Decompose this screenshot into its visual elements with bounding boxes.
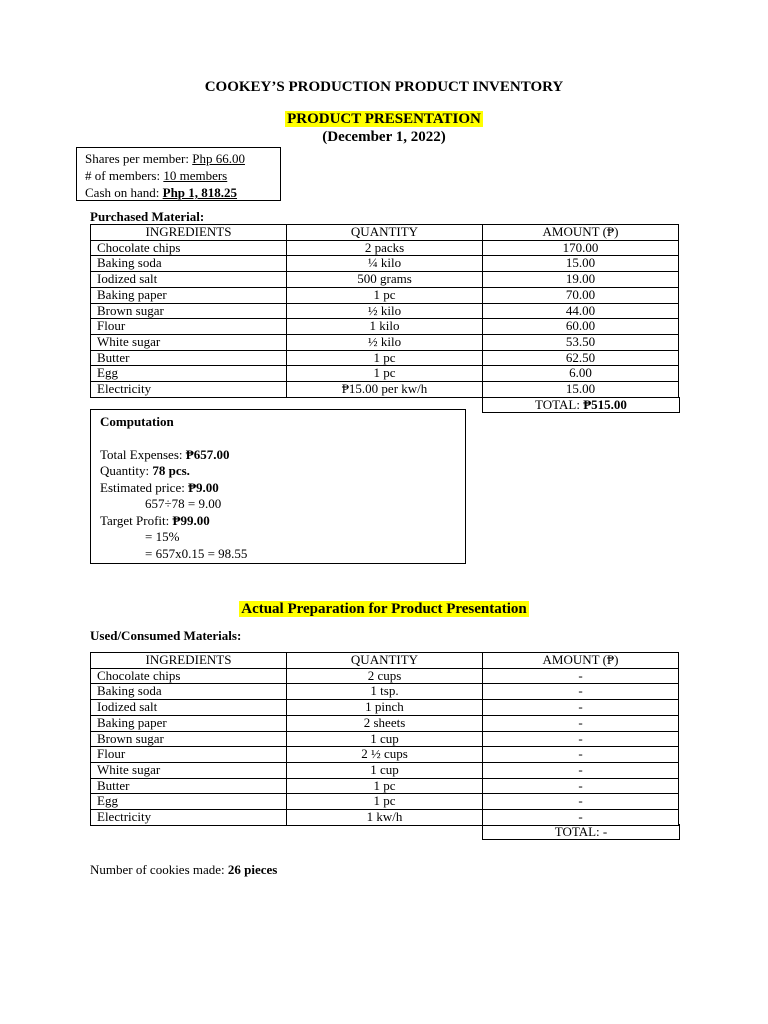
ingredient-cell: Brown sugar (91, 303, 287, 319)
profit-line (100, 513, 456, 530)
estimated-line (100, 480, 456, 497)
ingredient-cell: Chocolate chips (91, 668, 287, 684)
table-row (91, 684, 679, 700)
quantity-line (100, 463, 456, 480)
estimated-label: Estimated price: (100, 479, 189, 495)
quantity-cell: 1 cup (287, 731, 483, 747)
quantity-cell: 1 kilo (287, 319, 483, 335)
estimated-value: ₱9.00 (188, 479, 219, 495)
quantity-cell: 1 tsp. (287, 684, 483, 700)
table-row (91, 778, 679, 794)
table-row (91, 240, 679, 256)
computation-box (90, 409, 466, 564)
ingredient-cell: Flour (91, 319, 287, 335)
purchased-header-row (91, 225, 679, 241)
amount-cell: 15.00 (483, 256, 679, 272)
quantity-cell: 1 cup (287, 762, 483, 778)
quantity-cell: 1 pc (287, 794, 483, 810)
ingredient-cell: Iodized salt (91, 272, 287, 288)
quantity-cell: ½ kilo (287, 334, 483, 350)
ingredient-cell: Baking paper (91, 287, 287, 303)
quantity-cell: 2 sheets (287, 715, 483, 731)
table-row (91, 366, 679, 382)
quantity-cell: 1 pinch (287, 700, 483, 716)
subtitle-wrapper (0, 111, 768, 128)
ingredient-cell: Flour (91, 747, 287, 763)
table-row (91, 256, 679, 272)
cash-value: Php 1, 818.25 (162, 185, 238, 200)
ingredient-cell: Iodized salt (91, 700, 287, 716)
total-expenses-line (100, 447, 456, 464)
ingredient-cell: Electricity (91, 382, 287, 398)
quantity-label: Quantity: (100, 463, 153, 478)
actual-label: Used/Consumed Materials: (90, 628, 242, 643)
table-row (91, 382, 679, 398)
quantity-cell: 2 cups (287, 668, 483, 684)
amount-cell: 6.00 (483, 366, 679, 382)
computation-heading: Computation (100, 414, 174, 429)
ingredient-cell: Baking soda (91, 684, 287, 700)
purchased-total-label: TOTAL: (535, 397, 584, 412)
table-row (91, 810, 679, 826)
quantity-cell: ₱15.00 per kw/h (287, 382, 483, 398)
amount-cell: 19.00 (483, 272, 679, 288)
table-row (91, 794, 679, 810)
document-title: COOKEY’S PRODUCTION PRODUCT INVENTORY (204, 79, 564, 95)
members-label: # of members: (85, 168, 164, 183)
amount-cell: - (483, 747, 679, 763)
amount-cell: 15.00 (483, 382, 679, 398)
table-row (91, 287, 679, 303)
shares-line (85, 150, 272, 167)
quantity-cell: 2 ½ cups (287, 747, 483, 763)
total-expenses-value: ₱657.00 (185, 446, 230, 462)
table-row (91, 747, 679, 763)
amount-cell: - (483, 668, 679, 684)
amount-cell: - (483, 715, 679, 731)
profit-label: Target Profit: (100, 512, 173, 528)
quantity-cell: 500 grams (287, 272, 483, 288)
quantity-cell: 1 pc (287, 350, 483, 366)
amount-cell: - (483, 778, 679, 794)
ingredient-cell: Baking soda (91, 256, 287, 272)
amount-cell: - (483, 810, 679, 826)
quantity-cell: 1 pc (287, 287, 483, 303)
ingredient-cell: Egg (91, 366, 287, 382)
quantity-cell: 1 pc (287, 366, 483, 382)
table-row (91, 715, 679, 731)
purchased-total (482, 397, 680, 413)
ingredient-cell: White sugar (91, 334, 287, 350)
amount-cell: - (483, 731, 679, 747)
amount-cell: 170.00 (483, 240, 679, 256)
actual-total: TOTAL: - (482, 824, 680, 840)
estimated-calc: 657÷78 = 9.00 (145, 496, 222, 511)
ingredient-cell: Butter (91, 350, 287, 366)
purchased-total-value: ₱515.00 (583, 397, 627, 412)
quantity-cell: ½ kilo (287, 303, 483, 319)
table-row (91, 762, 679, 778)
members-value: 10 members (163, 168, 228, 183)
quantity-cell: 2 packs (287, 240, 483, 256)
ingredient-cell: White sugar (91, 762, 287, 778)
actual-table (90, 652, 679, 826)
ingredient-cell: Egg (91, 794, 287, 810)
quantity-cell: ¼ kilo (287, 256, 483, 272)
table-row (91, 334, 679, 350)
ingredient-cell: Butter (91, 778, 287, 794)
purchased-header-cell: QUANTITY (287, 225, 483, 241)
ingredient-cell: Brown sugar (91, 731, 287, 747)
table-row (91, 731, 679, 747)
purchased-table (90, 224, 679, 398)
table-row (91, 700, 679, 716)
table-row (91, 350, 679, 366)
purchased-header-cell: INGREDIENTS (91, 225, 287, 241)
purchased-label: Purchased Material: (90, 209, 205, 224)
purchased-header-cell: AMOUNT (₱) (483, 225, 679, 241)
quantity-cell: 1 pc (287, 778, 483, 794)
table-row (91, 272, 679, 288)
ingredient-cell: Baking paper (91, 715, 287, 731)
actual-header-cell: AMOUNT (₱) (483, 653, 679, 669)
actual-header-cell: INGREDIENTS (91, 653, 287, 669)
total-expenses-label: Total Expenses: (100, 446, 186, 462)
amount-cell: 44.00 (483, 303, 679, 319)
actual-header-cell: QUANTITY (287, 653, 483, 669)
shares-value: Php 66.00 (192, 151, 245, 166)
table-row (91, 668, 679, 684)
amount-cell: - (483, 794, 679, 810)
profit-pct: = 15% (145, 529, 180, 544)
ingredient-cell: Chocolate chips (91, 240, 287, 256)
subtitle: PRODUCT PRESENTATION (287, 111, 481, 127)
ingredient-cell: Electricity (91, 810, 287, 826)
cookies-made-value: 26 pieces (227, 862, 278, 877)
cash-line (85, 184, 272, 201)
profit-value: ₱99.00 (172, 512, 210, 528)
cookies-made (90, 862, 277, 878)
cash-label: Cash on hand: (85, 185, 163, 200)
quantity-value: 78 pcs. (152, 463, 190, 478)
shares-label: Shares per member: (85, 151, 193, 166)
shares-box (76, 147, 281, 201)
profit-calc: = 657x0.15 = 98.55 (145, 545, 248, 561)
table-row (91, 319, 679, 335)
amount-cell: 53.50 (483, 334, 679, 350)
amount-cell: - (483, 684, 679, 700)
actual-heading: Actual Preparation for Product Presentation (241, 601, 527, 617)
actual-heading-wrapper (0, 601, 768, 618)
amount-cell: - (483, 762, 679, 778)
quantity-cell: 1 kw/h (287, 810, 483, 826)
table-row (91, 303, 679, 319)
document-date: (December 1, 2022) (322, 129, 446, 145)
actual-header-row (91, 653, 679, 669)
amount-cell: 70.00 (483, 287, 679, 303)
amount-cell: 62.50 (483, 350, 679, 366)
amount-cell: 60.00 (483, 319, 679, 335)
amount-cell: - (483, 700, 679, 716)
members-line (85, 167, 272, 184)
cookies-made-label: Number of cookies made: (90, 862, 228, 877)
